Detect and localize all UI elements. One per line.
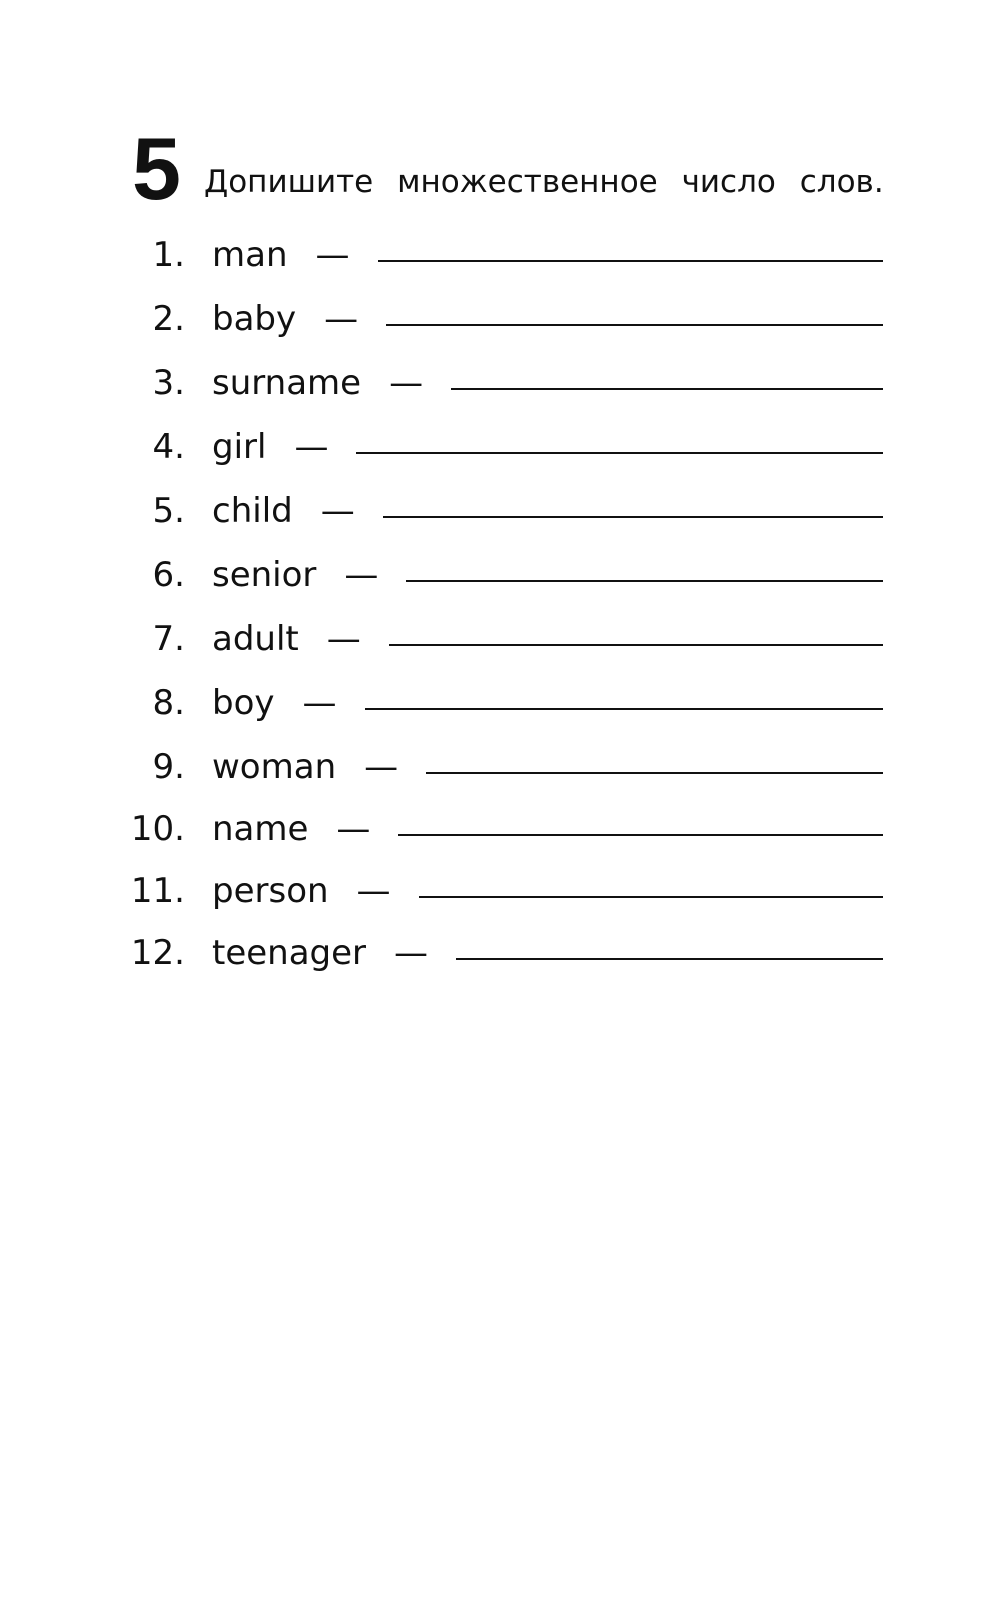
answer-blank-line[interactable] xyxy=(365,678,883,710)
item-dash: — xyxy=(326,619,361,659)
item-dash: — xyxy=(315,235,350,275)
exercise-item xyxy=(0,678,1000,728)
answer-blank-line[interactable] xyxy=(389,614,883,646)
exercise-item xyxy=(0,742,1000,792)
exercise-item xyxy=(0,866,1000,916)
item-word: man xyxy=(212,235,288,275)
item-word: girl xyxy=(212,427,267,467)
item-body xyxy=(212,422,883,472)
answer-blank-line[interactable] xyxy=(356,422,883,454)
item-word: boy xyxy=(212,683,275,723)
item-number: 12. xyxy=(130,933,185,973)
answer-blank-line[interactable] xyxy=(426,742,883,774)
exercise-item xyxy=(0,550,1000,600)
exercise-item xyxy=(0,294,1000,344)
item-word: teenager xyxy=(212,933,367,973)
item-number: 8. xyxy=(152,683,185,723)
item-body xyxy=(212,230,883,280)
answer-blank-line[interactable] xyxy=(419,866,883,898)
item-body xyxy=(212,678,883,728)
item-number: 3. xyxy=(152,363,185,403)
item-number: 6. xyxy=(152,555,185,595)
item-number: 5. xyxy=(152,491,185,531)
exercise-item xyxy=(0,928,1000,978)
item-word: adult xyxy=(212,619,299,659)
item-number: 1. xyxy=(152,235,185,275)
item-dash: — xyxy=(294,427,329,467)
exercise-header xyxy=(132,119,892,218)
exercise-item xyxy=(0,614,1000,664)
item-word: surname xyxy=(212,363,362,403)
exercise-item xyxy=(0,358,1000,408)
item-body xyxy=(212,486,883,536)
item-dash: — xyxy=(356,871,391,911)
item-word: name xyxy=(212,809,309,849)
item-dash: — xyxy=(336,809,371,849)
exercise-instruction: Допишите множественное число слов. xyxy=(204,164,884,200)
item-number: 9. xyxy=(152,747,185,787)
item-body xyxy=(212,550,883,600)
item-dash: — xyxy=(320,491,355,531)
answer-blank-line[interactable] xyxy=(378,230,883,262)
item-body xyxy=(212,614,883,664)
item-word: baby xyxy=(212,299,297,339)
item-body xyxy=(212,866,883,916)
answer-blank-line[interactable] xyxy=(398,804,883,836)
item-number: 7. xyxy=(152,619,185,659)
item-word: person xyxy=(212,871,329,911)
item-number: 10. xyxy=(130,809,185,849)
answer-blank-line[interactable] xyxy=(406,550,883,582)
item-dash: — xyxy=(394,933,429,973)
item-word: child xyxy=(212,491,293,531)
item-body xyxy=(212,804,883,854)
item-body xyxy=(212,742,883,792)
item-dash: — xyxy=(324,299,359,339)
answer-blank-line[interactable] xyxy=(451,358,883,390)
exercise-item xyxy=(0,422,1000,472)
exercise-item xyxy=(0,486,1000,536)
exercise-item xyxy=(0,804,1000,854)
answer-blank-line[interactable] xyxy=(383,486,883,518)
item-dash: — xyxy=(302,683,337,723)
answer-blank-line[interactable] xyxy=(386,294,883,326)
item-number: 4. xyxy=(152,427,185,467)
item-dash: — xyxy=(389,363,424,403)
item-body xyxy=(212,294,883,344)
item-dash: — xyxy=(364,747,399,787)
item-number: 2. xyxy=(152,299,185,339)
item-body xyxy=(212,928,883,978)
item-word: woman xyxy=(212,747,337,787)
item-word: senior xyxy=(212,555,317,595)
item-body xyxy=(212,358,883,408)
item-dash: — xyxy=(344,555,379,595)
answer-blank-line[interactable] xyxy=(456,928,883,960)
item-number: 11. xyxy=(130,871,185,911)
exercise-number: 5 xyxy=(132,119,181,218)
exercise-item xyxy=(0,230,1000,280)
